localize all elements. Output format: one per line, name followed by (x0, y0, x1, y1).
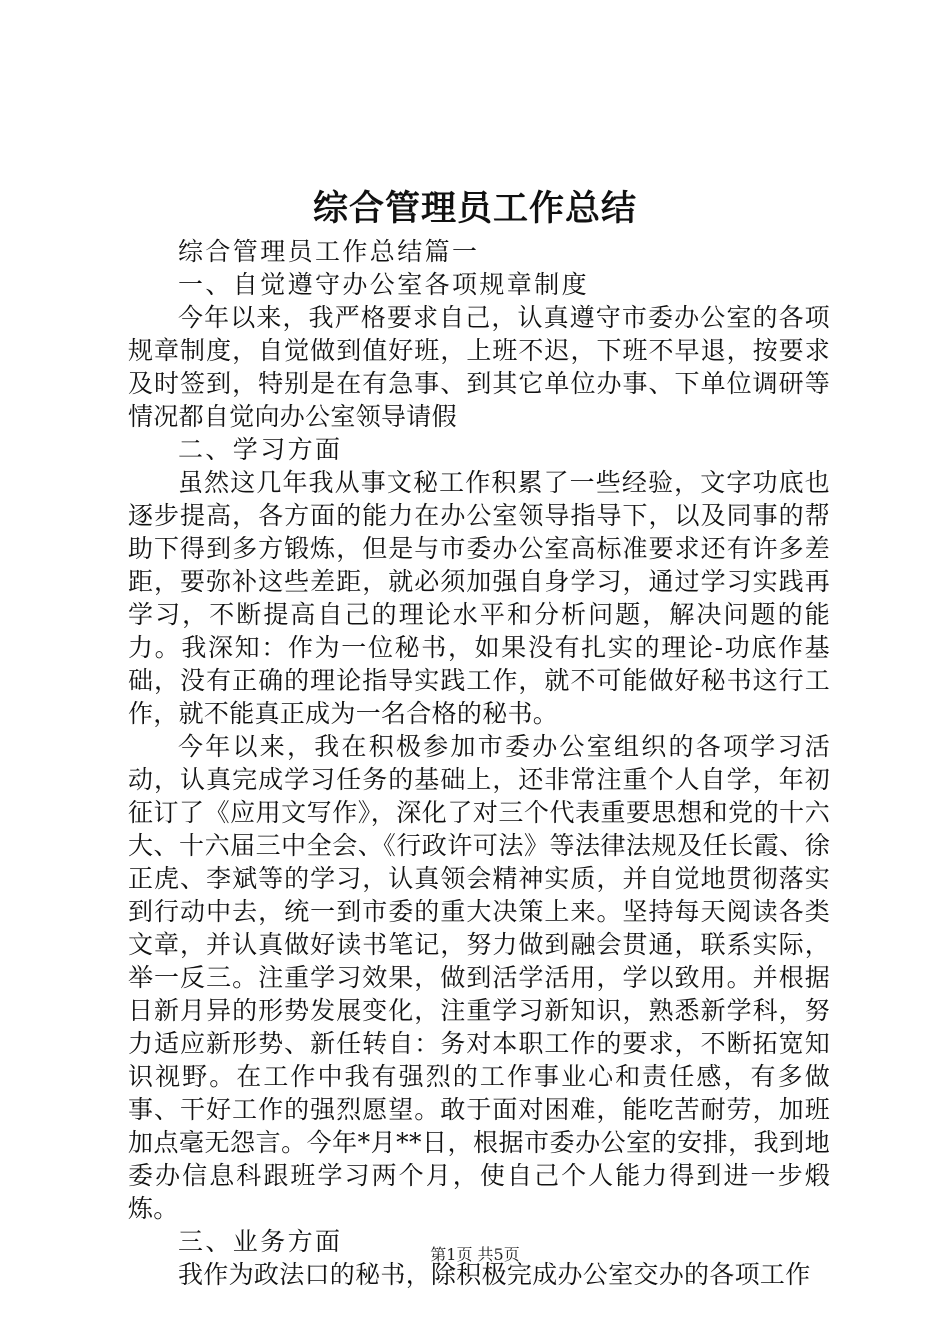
section-heading-1: 一、自觉遵守办公室各项规章制度 (178, 270, 590, 299)
paragraph-rules: 今年以来，我严格要求自己，认真遵守市委办公室的各项规章制度，自觉做到值好班，上班不迟，下班不早退，按要求及时签到，特别是在有急事、到其它单位办事、下单位调研等情况都自觉向办公室领导请假 (128, 303, 830, 431)
paragraph-study-1: 虽然这几年我从事文秘工作积累了一些经验，文字功底也逐步提高，各方面的能力在办公室领导指导下，以及同事的帮助下得到多方锻炼，但是与市委办公室高标准要求还有许多差距，要弥补这些差距，就必须加强自身学习，通过学习实践再学习，不断提高自己的理论水平和分析问题，解决问题的能力。我深知：作为一位秘书，如果没有扎实的理论-功底作基础，没有正确的理论指导实践工作，就不可能做好秘书这行工作，就不能真正成为一名合格的秘书。 (128, 468, 830, 728)
document-title: 综合管理员工作总结 (312, 189, 637, 229)
section-subtitle: 综合管理员工作总结篇一 (178, 237, 480, 266)
paragraph-business: 我作为政法口的秘书，除积极完成办公室交办的各项工作 (178, 1260, 811, 1289)
section-heading-2: 二、学习方面 (178, 435, 343, 464)
section-heading-3: 三、业务方面 (178, 1227, 343, 1256)
page-number-footer: 第1页 共5页 (430, 1245, 520, 1264)
paragraph-study-2: 今年以来，我在积极参加市委办公室组织的各项学习活动，认真完成学习任务的基础上，还非常注重个人自学，年初征订了《应用文写作》，深化了对三个代表重要思想和党的十六大、十六届三中全会、《行政许可法》等法律法规及任长霞、徐正虎、李斌等的学习，认真领会精神实质，并自觉地贯彻落实到行动中去，统一到市委的重大决策上来。坚持每天阅读各类文章，并认真做好读书笔记，努力做到融会贯通，联系实际，举一反三。注重学习效果，做到活学活用，学以致用。并根据日新月异的形势发展变化，注重学习新知识，熟悉新学科，努力适应新形势、新任转自：务对本职工作的要求，不断拓宽知识视野。在工作中我有强烈的工作事业心和责任感，有多做事、干好工作的强烈愿望。敢于面对困难，能吃苦耐劳，加班加点毫无怨言。今年*月**日，根据市委办公室的安排，我到地委办信息科跟班学习两个月，使自己个人能力得到进一步煅炼。 (128, 732, 830, 1223)
document-body (128, 235, 830, 1291)
